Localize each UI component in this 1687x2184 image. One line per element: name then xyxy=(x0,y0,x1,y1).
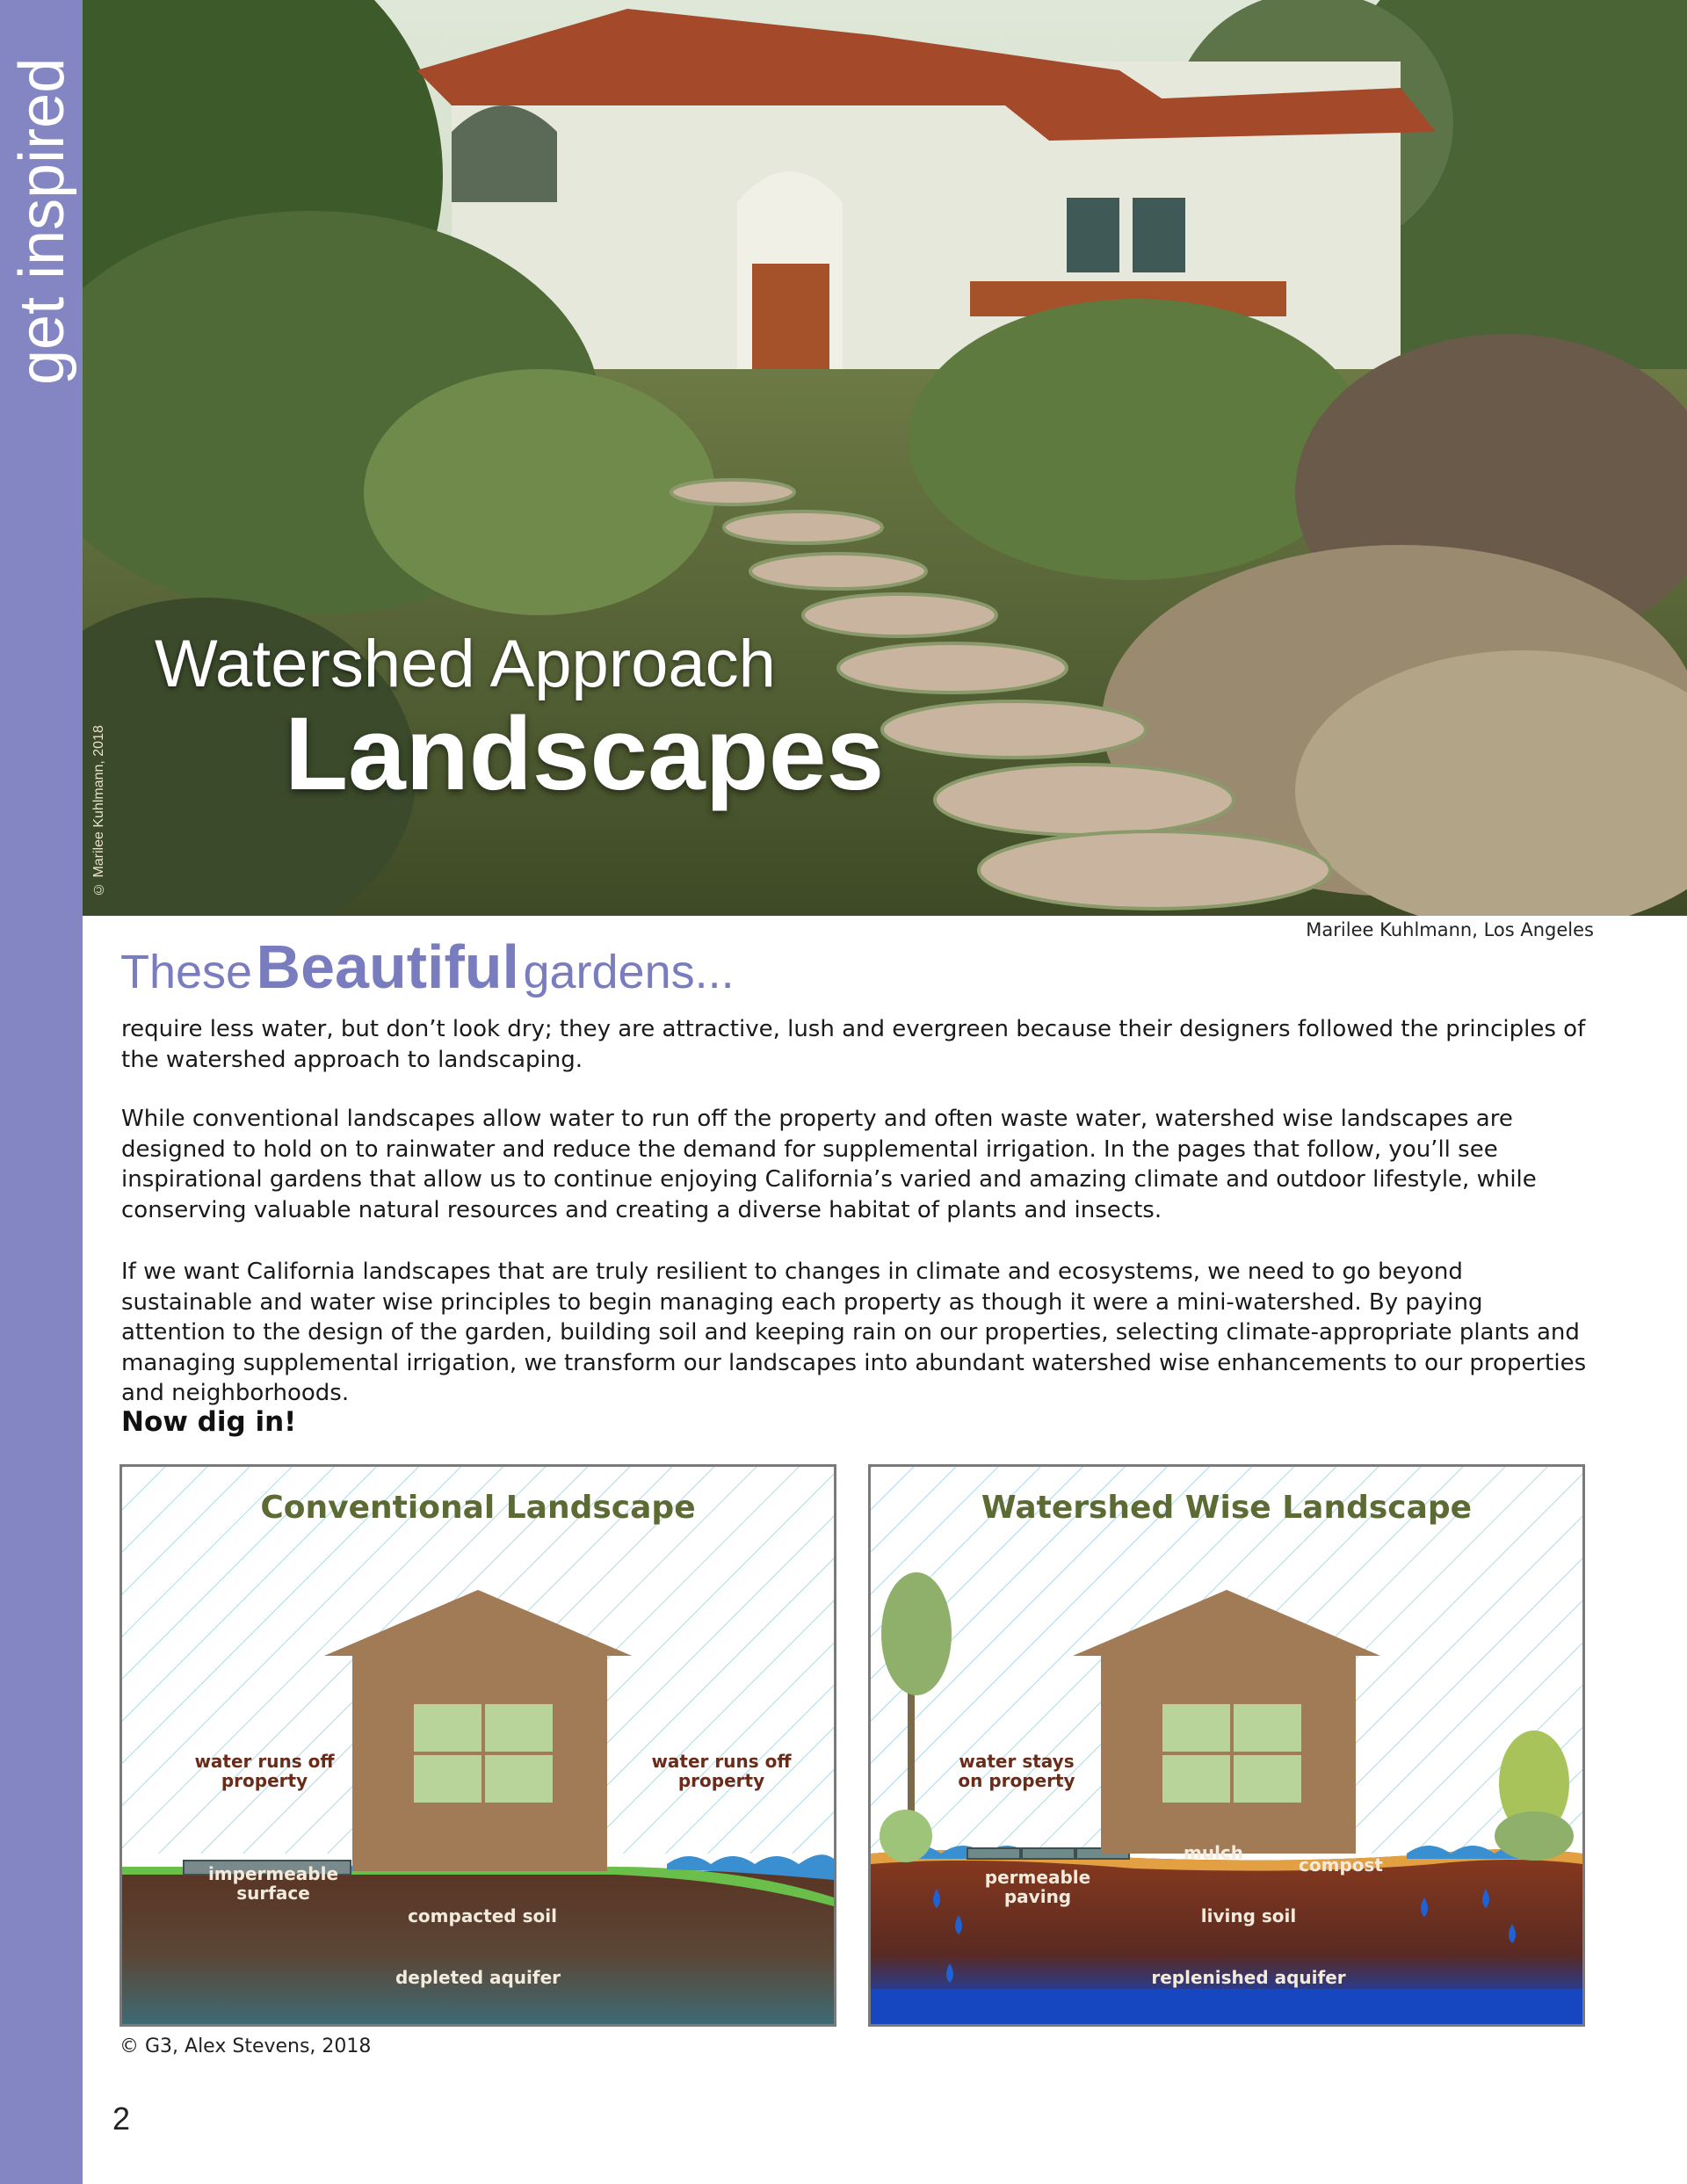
headline-part1: These xyxy=(120,946,253,998)
hero-title-small: Watershed Approach xyxy=(155,627,776,701)
water-stays-label: water stays on property xyxy=(958,1751,1075,1791)
living-soil-label: living soil xyxy=(1200,1905,1297,1926)
compacted-soil-label: compacted soil xyxy=(408,1905,557,1926)
mulch-label: mulch xyxy=(1183,1842,1244,1863)
conventional-paragraph: While conventional landscapes allow water to run off the property and often waste water, watershed wise landscapes are designed to hold on to rainwater and reduce the demand for supplemental irrigation. In the pages that follow, you’ll see inspirational gardens that allow us to continue enjoying California’s varied and amazing climate and outdoor lifestyle, while conserving valuable natural resources and creating a diverse habitat of plants and insects. xyxy=(121,1106,1537,1223)
headline-part3: gardens... xyxy=(523,946,735,998)
depleted-aquifer-label: depleted aquifer xyxy=(395,1967,561,1988)
watershed-wise-landscape-diagram xyxy=(868,1464,1585,2027)
page-number: 2 xyxy=(112,2101,131,2137)
dig-in-heading: Now dig in! xyxy=(121,1406,297,1438)
compost-label: compost xyxy=(1299,1854,1383,1876)
watershed-title: Watershed Wise Landscape xyxy=(981,1490,1473,1526)
watershed-diagram-graphic xyxy=(871,1467,1582,2024)
section-headline xyxy=(120,932,735,1002)
conventional-title: Conventional Landscape xyxy=(260,1490,696,1526)
headline-part2: Beautiful xyxy=(256,932,519,1001)
runoff-left-label: water runs off property xyxy=(194,1751,335,1791)
resilience-paragraph: If we want California landscapes that are truly resilient to changes in climate and ecosystems, we need to go beyond sustainable and water wise principles to begin managing each property as though it were a mini-watershed. By paying attention to the design of the garden, building soil and keeping rain on our properties, selecting climate-appropriate plants and managing supplemental irrigation, we transform our landscapes into abundant watershed wise enhancements to our properties and neighborhoods. xyxy=(121,1259,1587,1406)
conventional-landscape-diagram xyxy=(119,1464,836,2027)
sidebar-band xyxy=(0,0,83,2184)
runoff-right-label: water runs off property xyxy=(651,1751,792,1791)
impermeable-label: impermeable surface xyxy=(207,1863,339,1904)
intro-paragraph: require less water, but don’t look dry; they are attractive, lush and evergreen because their designers followed the principles of the watershed approach to landscaping. xyxy=(121,1016,1586,1073)
photo-caption: Marilee Kuhlmann, Los Angeles xyxy=(1306,919,1594,940)
hero-photo xyxy=(83,0,1687,916)
permeable-paving-label: permeable paving xyxy=(984,1867,1091,1907)
conventional-diagram-graphic xyxy=(122,1467,834,2024)
section-label: get inspired xyxy=(7,57,77,385)
photo-copyright: © Marilee Kuhlmann, 2018 xyxy=(91,725,106,896)
hero-title-big: Landscapes xyxy=(285,696,885,812)
replenished-aquifer-label: replenished aquifer xyxy=(1151,1967,1346,1988)
diagram-credit: © G3, Alex Stevens, 2018 xyxy=(119,2035,372,2057)
